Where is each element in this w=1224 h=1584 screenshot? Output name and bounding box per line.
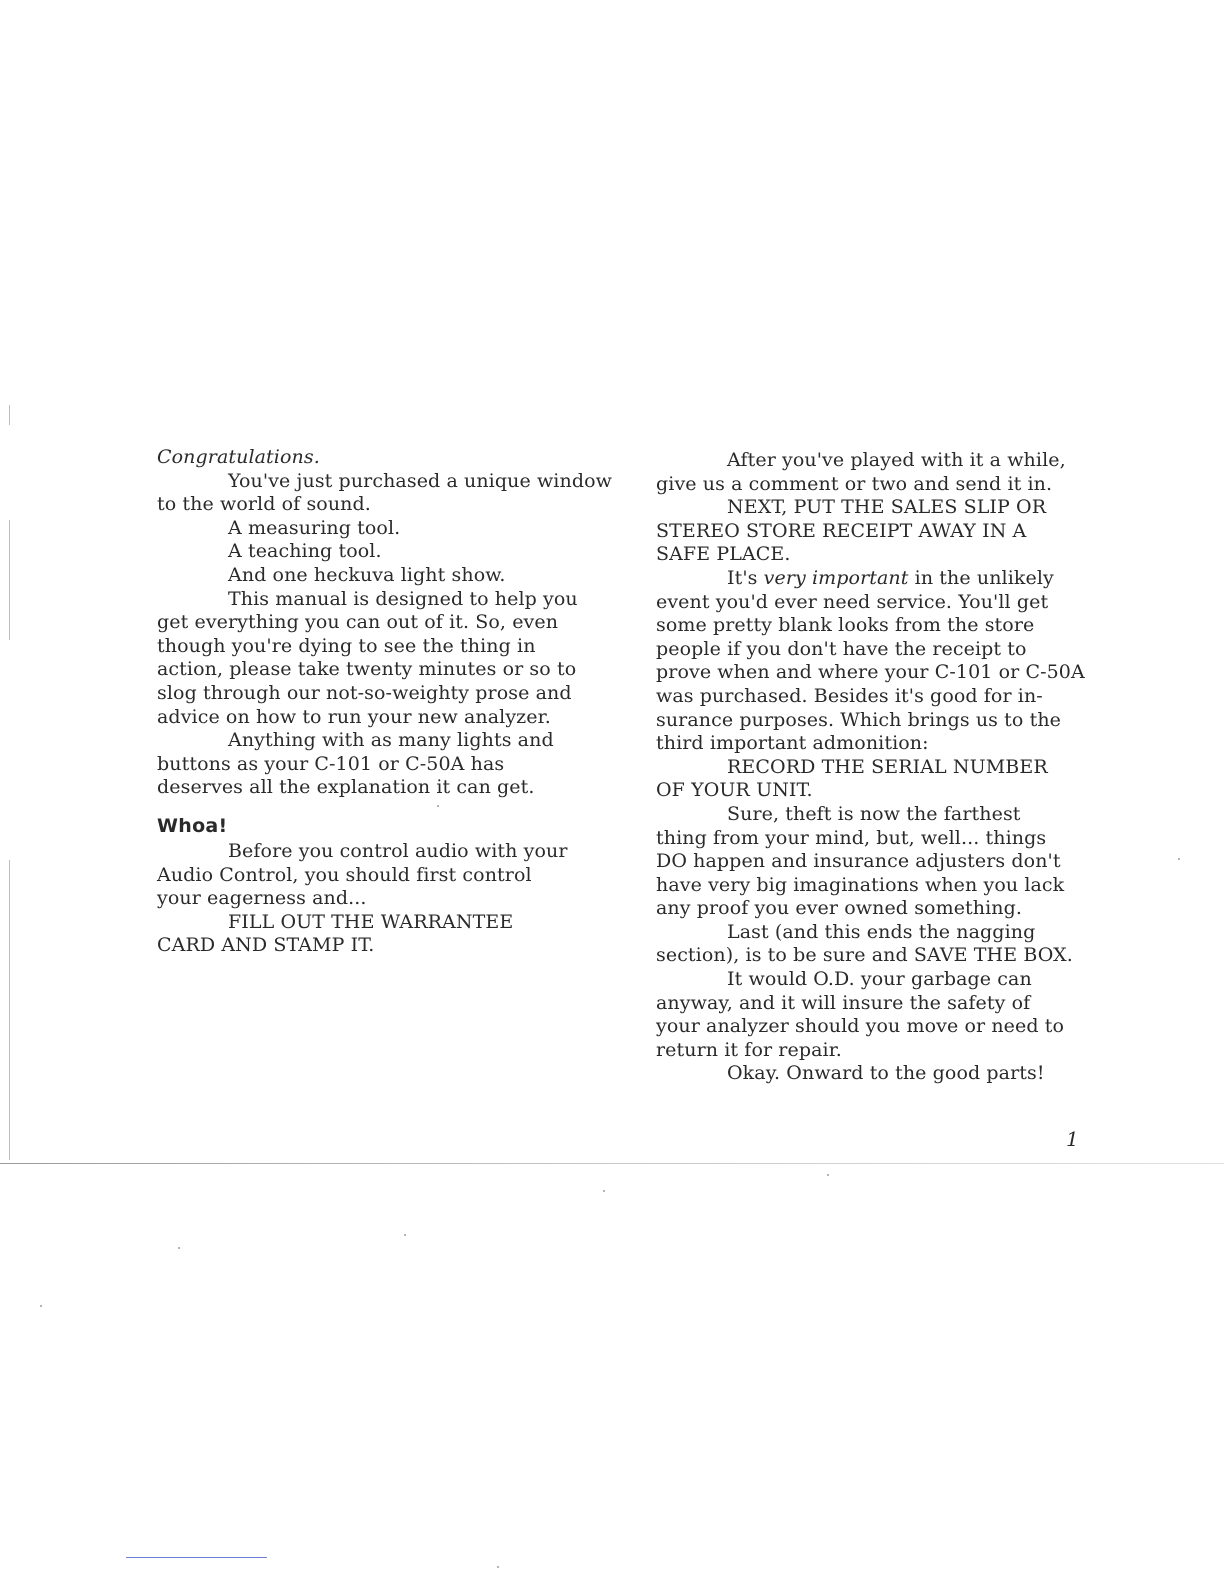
- text-line: anyway, and it will insure the safety of: [656, 991, 1031, 1014]
- page-number: 1: [1066, 1127, 1079, 1151]
- text-line: buttons as your C-101 or C-50A has: [157, 752, 505, 775]
- scan-edge-mark: [9, 860, 10, 1160]
- text-line: A measuring tool.: [228, 516, 401, 539]
- text-line: OF YOUR UNIT.: [656, 779, 813, 802]
- scan-speck: [178, 1247, 180, 1249]
- text-line: Congratulations.: [157, 446, 320, 468]
- text-line: SAFE PLACE.: [656, 543, 791, 566]
- text-line: people if you don't have the receipt to: [656, 637, 1027, 660]
- footnote-rule: [126, 1557, 267, 1558]
- scan-speck: [437, 805, 439, 807]
- text-line: third important admonition:: [656, 732, 929, 755]
- text-line: advice on how to run your new analyzer.: [157, 705, 551, 728]
- text-line: Last (and this ends the nagging: [727, 920, 1036, 943]
- text-line: Anything with as many lights and: [228, 729, 554, 752]
- text-line: It would O.D. your garbage can: [727, 968, 1032, 991]
- scan-edge-mark: [9, 520, 10, 640]
- emphasis-text: very important: [763, 566, 909, 589]
- text-line: This manual is designed to help you: [228, 587, 578, 610]
- text-line: was purchased. Besides it's good for in-: [656, 684, 1043, 707]
- text-line: surance purposes. Which brings us to the: [656, 708, 1061, 731]
- text-line: give us a comment or two and send it in.: [656, 472, 1053, 495]
- text-line: though you're dying to see the thing in: [157, 634, 536, 657]
- text-line: prove when and where your C-101 or C-50A: [656, 661, 1085, 684]
- text-line: After you've played with it a while,: [727, 449, 1066, 471]
- text-line: your analyzer should you move or need to: [656, 1015, 1065, 1038]
- text-line: Sure, theft is now the farthest: [727, 802, 1021, 825]
- scan-speck: [40, 1305, 42, 1307]
- text-line: And one heckuva light show.: [228, 563, 506, 586]
- text-line: event you'd ever need service. You'll get: [656, 590, 1049, 613]
- text-line: have very big imaginations when you lack: [656, 873, 1065, 896]
- left-column: [157, 446, 627, 958]
- text-line: get everything you can out of it. So, even: [157, 611, 559, 634]
- text-line: Before you control audio with your: [228, 839, 568, 862]
- scan-edge-mark: [9, 405, 10, 425]
- text-line: any proof you ever owned something.: [656, 897, 1023, 920]
- text-line: It's very important in the unlikely: [727, 566, 1054, 589]
- text-line: deserves all the explanation it can get.: [157, 776, 535, 799]
- text-line: Okay. Onward to the good parts!: [727, 1062, 1045, 1085]
- text-line: NEXT, PUT THE SALES SLIP OR: [727, 496, 1047, 519]
- text-line: You've just purchased a unique window: [228, 469, 612, 492]
- text-line: A teaching tool.: [228, 540, 382, 563]
- text-line: DO happen and insurance adjusters don't: [656, 850, 1061, 873]
- text-line: slog through our not-so-weighty prose and: [157, 681, 572, 704]
- text-line: to the world of sound.: [157, 493, 371, 516]
- intro-text: [157, 446, 627, 800]
- scan-speck: [827, 1174, 829, 1176]
- text-line: CARD AND STAMP IT.: [157, 934, 375, 957]
- text-line: action, please take twenty minutes or so to: [157, 658, 577, 681]
- whoa-section-text: [157, 840, 627, 958]
- text-line: some pretty blank looks from the store: [656, 614, 1035, 637]
- text-line: thing from your mind, but, well... things: [656, 826, 1047, 849]
- scan-speck: [404, 1234, 406, 1236]
- text-line: return it for repair.: [656, 1038, 842, 1061]
- text-line: Audio Control, you should first control: [157, 863, 532, 886]
- scan-speck: [603, 1190, 605, 1192]
- scan-speck: [1178, 858, 1180, 860]
- section-heading: Whoa!: [157, 814, 228, 837]
- text-line: STEREO STORE RECEIPT AWAY IN A: [656, 519, 1027, 542]
- text-line: FILL OUT THE WARRANTEE: [228, 910, 514, 933]
- right-column: [656, 449, 1106, 1086]
- text-line: RECORD THE SERIAL NUMBER: [727, 755, 1048, 778]
- scan-speck: [497, 1566, 499, 1568]
- text-line: your eagerness and...: [157, 887, 367, 910]
- text-line: section), is to be sure and SAVE THE BOX.: [656, 944, 1073, 967]
- page-bottom-rule: [0, 1163, 1224, 1164]
